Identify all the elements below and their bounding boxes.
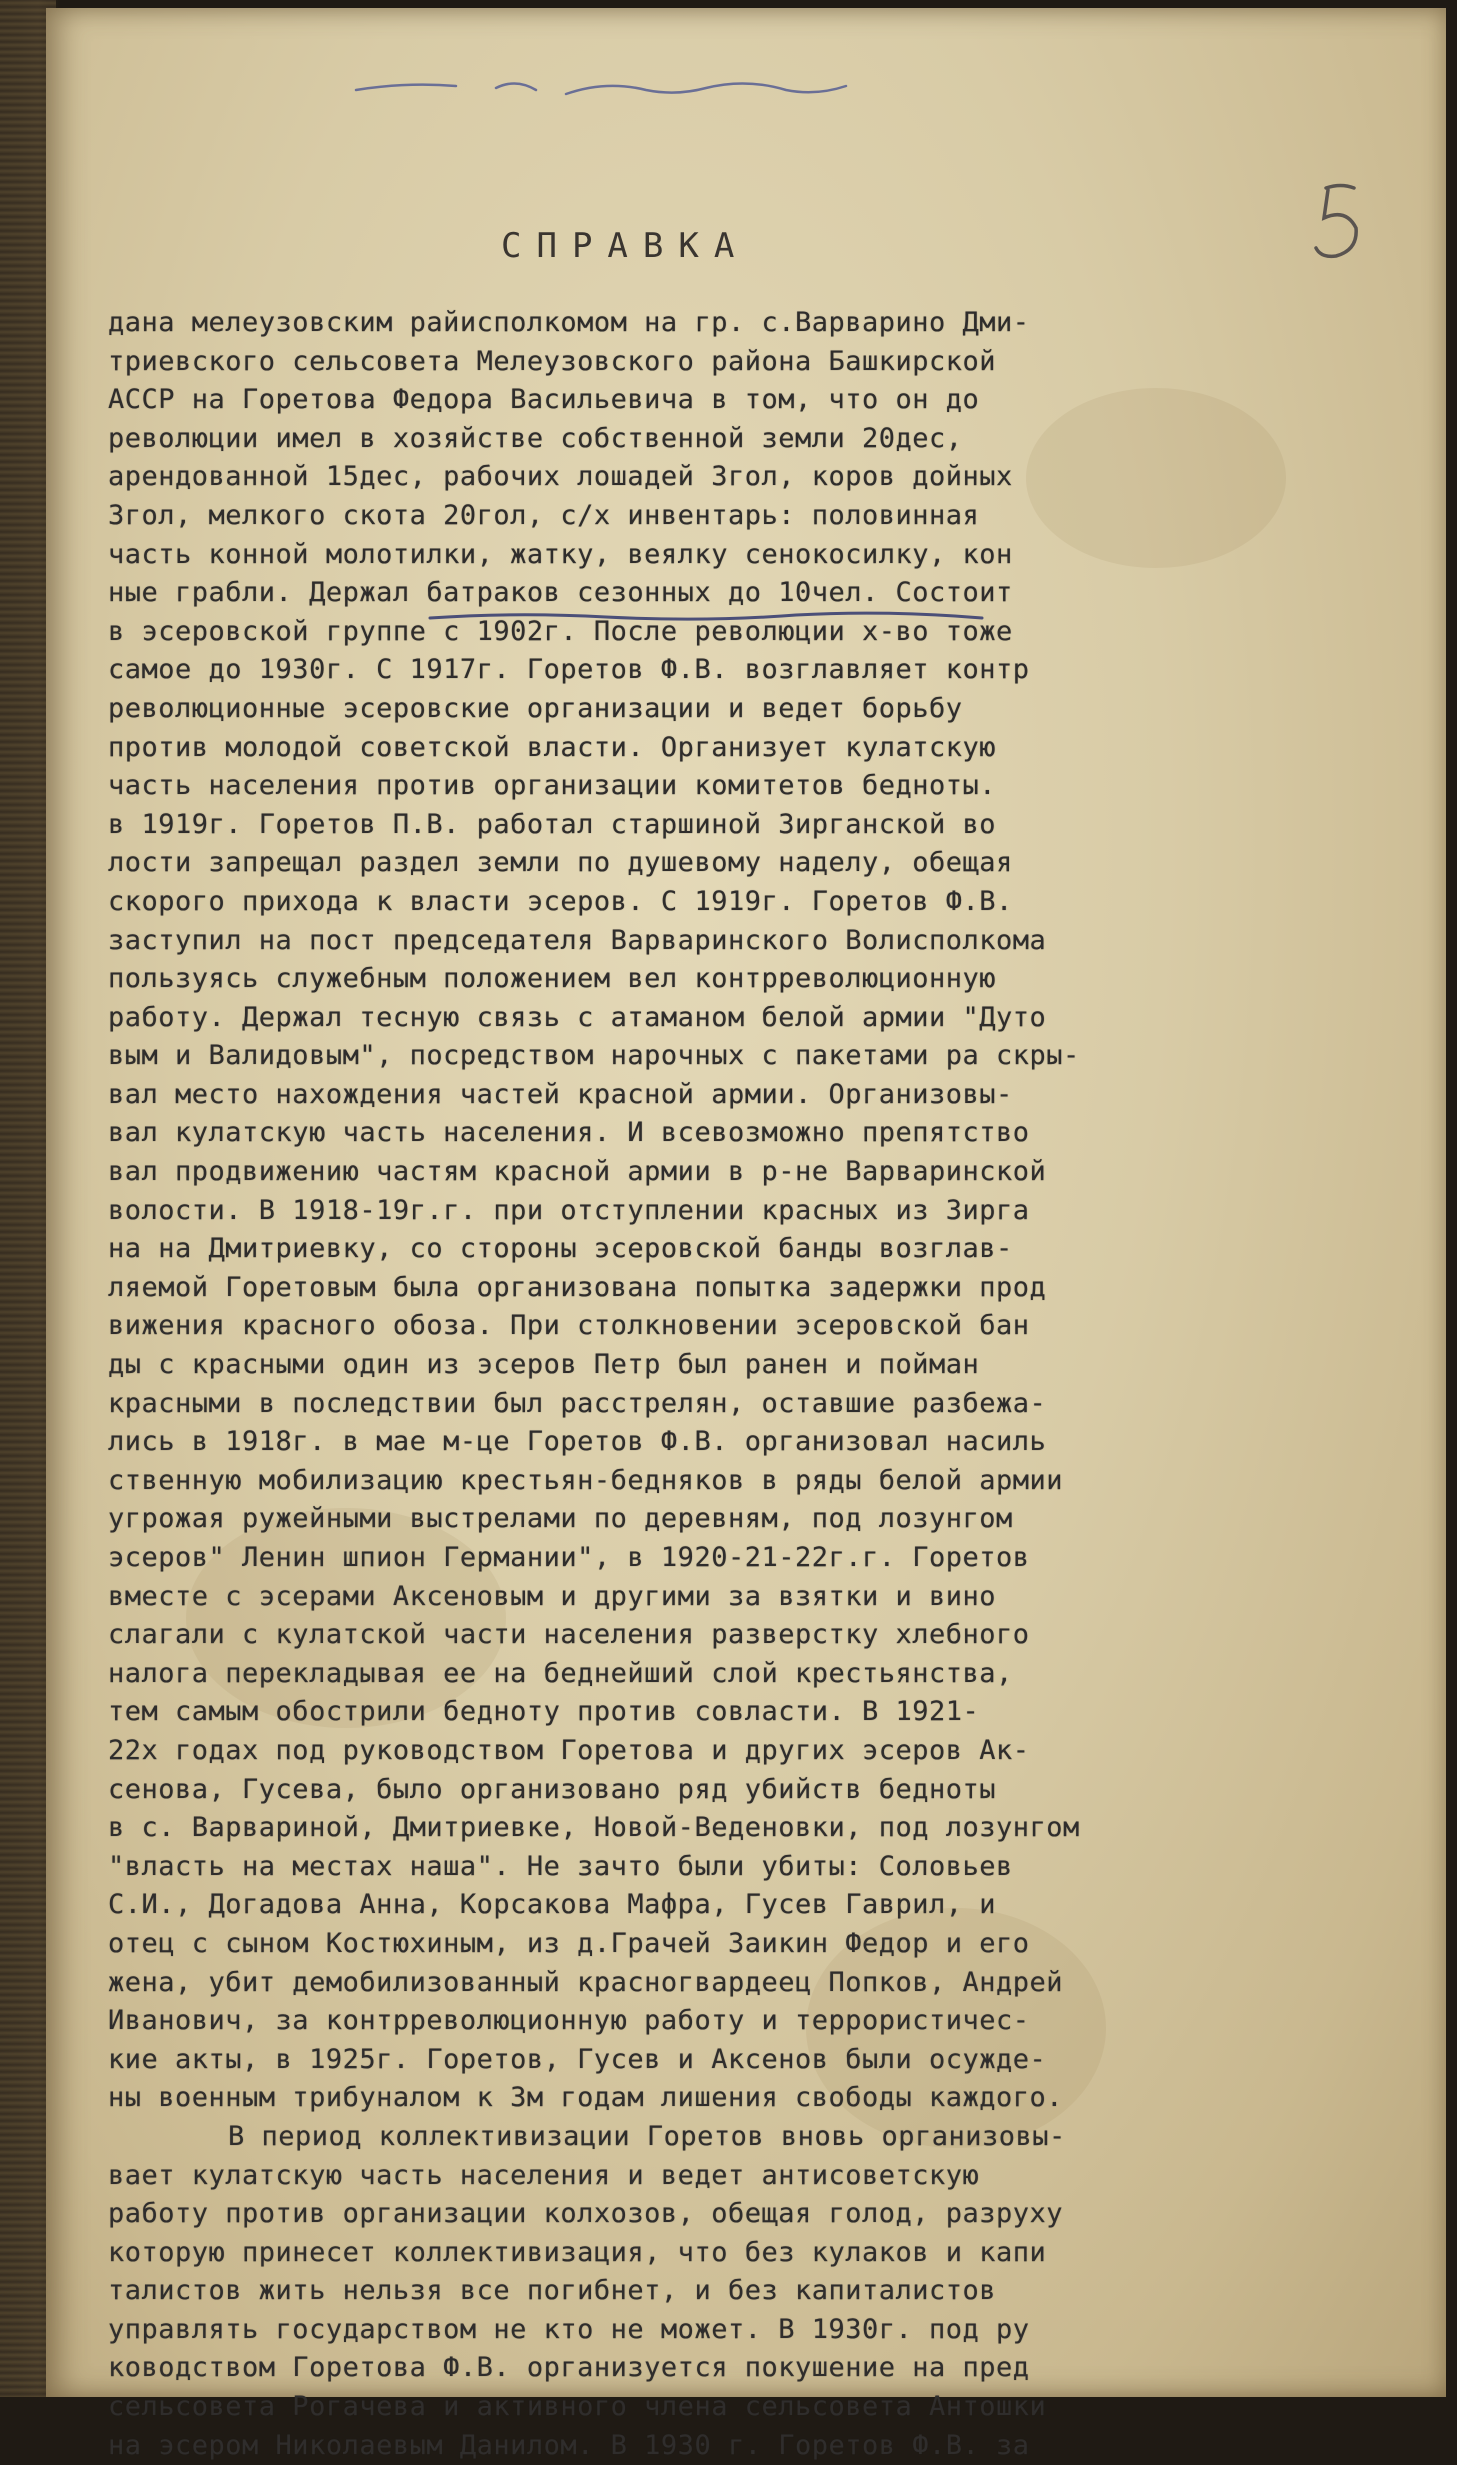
text-line: волости. В 1918-19г.г. при отступлении красных из Зирга: [108, 1194, 1030, 1226]
text-line: ководством Горетова Ф.В. организуется покушение на пред: [108, 2352, 1030, 2384]
text-line: вижения красного обоза. При столкновении эсеровской бан: [108, 1310, 1030, 1342]
page-title: СПРАВКА: [501, 226, 750, 266]
text-line: угрожая ружейными выстрелами по деревням, под лозунгом: [108, 1503, 1013, 1535]
text-line: АССР на Горетова Федора Васильевича в том, что он до: [108, 384, 980, 416]
text-line: часть населения против организации комитетов бедноты.: [108, 770, 997, 802]
text-line: кие акты, в 1925г. Горетов, Гусев и Аксенов были осужде-: [108, 2043, 1047, 2075]
handwritten-header-mark: [346, 60, 866, 110]
text-line: революции имел в хозяйстве собственной земли 20дес,: [108, 422, 963, 454]
text-line: в эсеровской группе с 1902г. После революции х-во тоже: [108, 615, 1013, 647]
text-line: вал место нахождения частей красной армии. Организовы-: [108, 1078, 1013, 1110]
folio-number-mark: [1306, 178, 1376, 268]
text-line: триевского сельсовета Мелеузовского района Башкирской: [108, 345, 997, 377]
text-line: ственную мобилизацию крестьян-бедняков в ряды белой армии: [108, 1464, 1064, 1496]
text-line: ды с красными один из эсеров Петр был ранен и пойман: [108, 1349, 980, 1381]
text-line: тем самым обострили бедноту против совласти. В 1921-: [108, 1696, 980, 1728]
text-line: на на Дмитриевку, со стороны эсеровской банды возглав-: [108, 1233, 1013, 1265]
text-line: самое до 1930г. С 1917г. Горетов Ф.В. возглавляет контр: [108, 654, 1030, 686]
text-line: ные грабли. Держал батраков сезонных до 10чел. Состоит: [108, 577, 1013, 609]
text-line: лись в 1918г. в мае м-це Горетов Ф.В. организовал насиль: [108, 1426, 1047, 1458]
text-line: арендованной 15дес, рабочих лошадей 3гол, коров дойных: [108, 461, 1013, 493]
text-line: против молодой советской власти. Организует кулатскую: [108, 731, 997, 763]
text-line: работу. Держал тесную связь с атаманом белой армии "Дуто: [108, 1001, 1047, 1033]
text-line: ны военным трибуналом к 3м годам лишения свободы каждого.: [108, 2082, 1064, 2114]
text-line: часть конной молотилки, жатку, веялку сенокосилку, кон: [108, 538, 1013, 570]
text-line: налога перекладывая ее на беднейший слой крестьянства,: [108, 1657, 1013, 1689]
text-line: сенова, Гусева, было организовано ряд убийств бедноты: [108, 1773, 997, 1805]
text-line: в 1919г. Горетов П.В. работал старшиной Зирганской во: [108, 808, 997, 840]
text-line: отец с сыном Костюхиным, из д.Грачей Заикин Федор и его: [108, 1927, 1030, 1959]
text-line: слагали с кулатской части населения разверстку хлебного: [108, 1619, 1030, 1651]
text-line: скорого прихода к власти эсеров. С 1919г. Горетов Ф.В.: [108, 885, 1013, 917]
text-line: в с. Варвариной, Дмитриевке, Новой-Веденовки, под лозунгом: [108, 1812, 1080, 1844]
text-line: революционные эсеровские организации и ведет борьбу: [108, 692, 963, 724]
text-line: "власть на местах наша". Не зачто были убиты: Соловьев: [108, 1850, 1013, 1882]
handwritten-underline: [426, 604, 986, 630]
text-line: лости запрещал раздел земли по душевому наделу, обещая: [108, 847, 1013, 879]
text-line: 3гол, мелкого скота 20гол, с/х инвентарь: половинная: [108, 499, 980, 531]
document-page: [46, 8, 1446, 2461]
text-line: вал кулатскую часть населения. И всевозможно препятство: [108, 1117, 1030, 1149]
text-line: вает кулатскую часть населения и ведет антисоветскую: [108, 2159, 980, 2191]
text-line: красными в последствии был расстрелян, оставшие разбежа-: [108, 1387, 1047, 1419]
text-line: сельсовета Рогачева и активного члена сельсовета Антошки: [108, 2391, 1047, 2423]
text-line: 22х годах под руководством Горетова и других эсеров Ак-: [108, 1734, 1030, 1766]
text-line: вым и Валидовым", посредством нарочных с пакетами ра скры-: [108, 1040, 1080, 1072]
text-line: на эсером Николаевым Данилом. В 1930 г. Горетов Ф.В. за: [108, 2429, 1030, 2461]
text-line: пользуясь служебным положением вел контрреволюционную: [108, 963, 997, 995]
text-line: В период коллективизации Горетов вновь организовы-: [228, 2120, 1066, 2152]
text-line: работу против организации колхозов, обещая голод, разруху: [108, 2198, 1064, 2230]
text-line: вал продвижению частям красной армии в р-не Варваринской: [108, 1156, 1047, 1188]
text-line: вместе с эсерами Аксеновым и другими за взятки и вино: [108, 1580, 997, 1612]
text-line: Иванович, за контрреволюционную работу и террористичес-: [108, 2005, 1030, 2037]
text-line: которую принесет коллективизация, что без кулаков и капи: [108, 2236, 1047, 2268]
text-line: жена, убит демобилизованный красногвардеец Попков, Андрей: [108, 1966, 1064, 1998]
text-line: С.И., Догадова Анна, Корсакова Мафра, Гусев Гаврил, и: [108, 1889, 997, 1921]
text-line: дана мелеузовским райисполкомом на гр. с.Варварино Дми-: [108, 307, 1030, 338]
text-line: управлять государством не кто не может. В 1930г. под ру: [108, 2313, 1030, 2345]
text-line: заступил на пост председателя Варваринского Волисполкома: [108, 924, 1047, 956]
text-line: эсеров" Ленин шпион Германии", в 1920-21-22г.г. Горетов: [108, 1542, 1030, 1573]
text-line: талистов жить нельзя все погибнет, и без капиталистов: [108, 2275, 997, 2307]
text-line: ляемой Горетовым была организована попытка задержки прод: [108, 1271, 1047, 1303]
